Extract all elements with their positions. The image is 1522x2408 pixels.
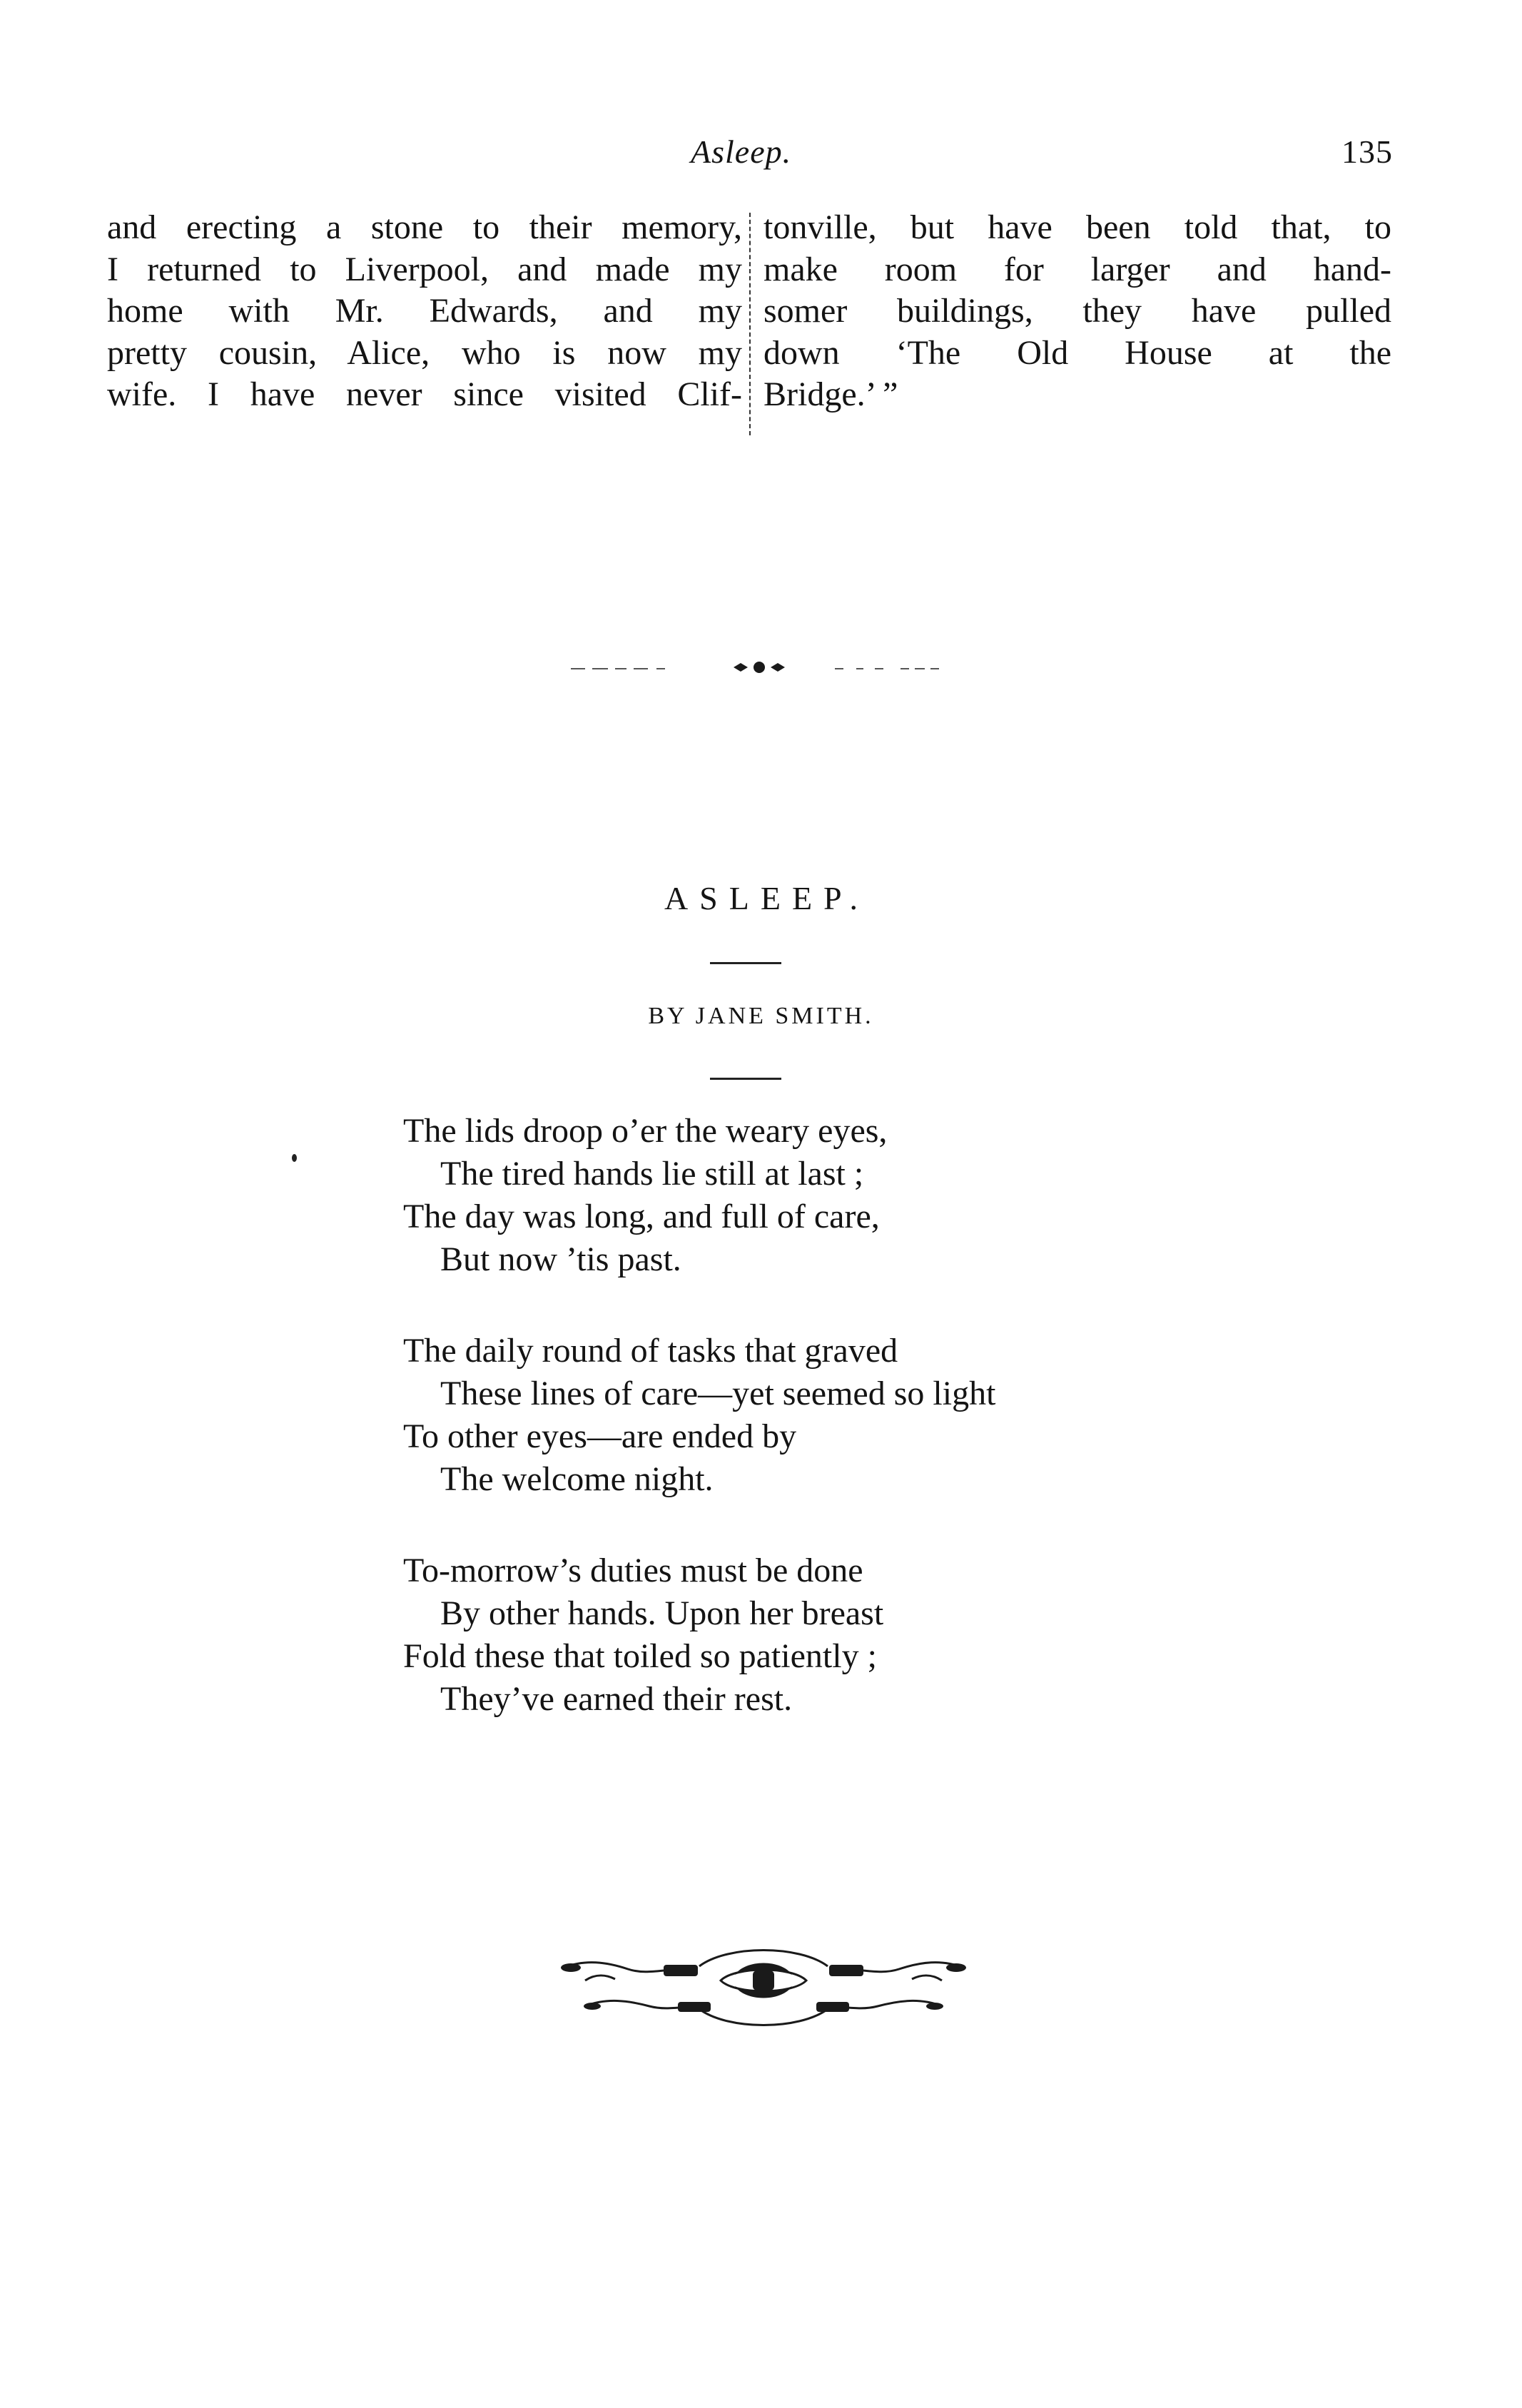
prose-line: down ‘The Old House at the — [763, 333, 1391, 372]
diamond-dot-separator-icon — [564, 653, 963, 682]
clasped-hands-tailpiece-icon — [557, 1938, 970, 2030]
verse-line: These lines of care—yet seemed so light — [440, 1375, 996, 1412]
poem-stanza — [403, 1549, 995, 1721]
prose-line: and erecting a stone to their memory, — [107, 208, 742, 246]
poem-body — [403, 1110, 995, 1769]
poem-byline: BY JANE SMITH. — [648, 1003, 874, 1029]
prose-left-column — [107, 207, 742, 416]
poem-stanza — [403, 1330, 995, 1501]
printing-speck — [292, 1154, 297, 1162]
prose-line: I returned to Liverpool, and made my — [107, 250, 742, 288]
verse-line: By other hands. Upon her breast — [440, 1594, 884, 1632]
verse-line: The welcome night. — [440, 1460, 714, 1498]
prose-line: home with Mr. Edwards, and my — [107, 292, 742, 330]
verse-line: The daily round of tasks that graved — [403, 1332, 898, 1370]
verse-line: Fold these that toiled so patiently ; — [403, 1637, 877, 1675]
verse-line: The tired hands lie still at last ; — [440, 1155, 864, 1193]
running-head: Asleep. — [691, 133, 792, 170]
prose-line: pretty cousin, Alice, who is now my — [107, 333, 742, 372]
page-number: 135 — [1341, 133, 1393, 170]
poem-title: ASLEEP. — [664, 880, 870, 916]
verse-line: The lids droop o’er the weary eyes, — [403, 1112, 888, 1150]
prose-line: somer buildings, they have pulled — [763, 292, 1391, 330]
title-rule — [710, 962, 781, 964]
prose-line: Bridge.’ ” — [763, 375, 898, 413]
verse-line: To other eyes—are ended by — [403, 1417, 797, 1455]
poem-stanza — [403, 1110, 995, 1281]
verse-line: The day was long, and full of care, — [403, 1198, 880, 1235]
prose-line: tonville, but have been told that, to — [763, 208, 1391, 246]
verse-line: They’ve earned their rest. — [440, 1680, 793, 1718]
verse-line: But now ’tis past. — [440, 1240, 681, 1278]
column-divider — [749, 213, 751, 435]
byline-rule — [710, 1078, 781, 1080]
prose-line: make room for larger and hand- — [763, 250, 1391, 288]
prose-line: wife. I have never since visited Clif- — [107, 375, 742, 413]
prose-right-column — [763, 207, 1391, 416]
verse-line: To-morrow’s duties must be done — [403, 1552, 863, 1589]
